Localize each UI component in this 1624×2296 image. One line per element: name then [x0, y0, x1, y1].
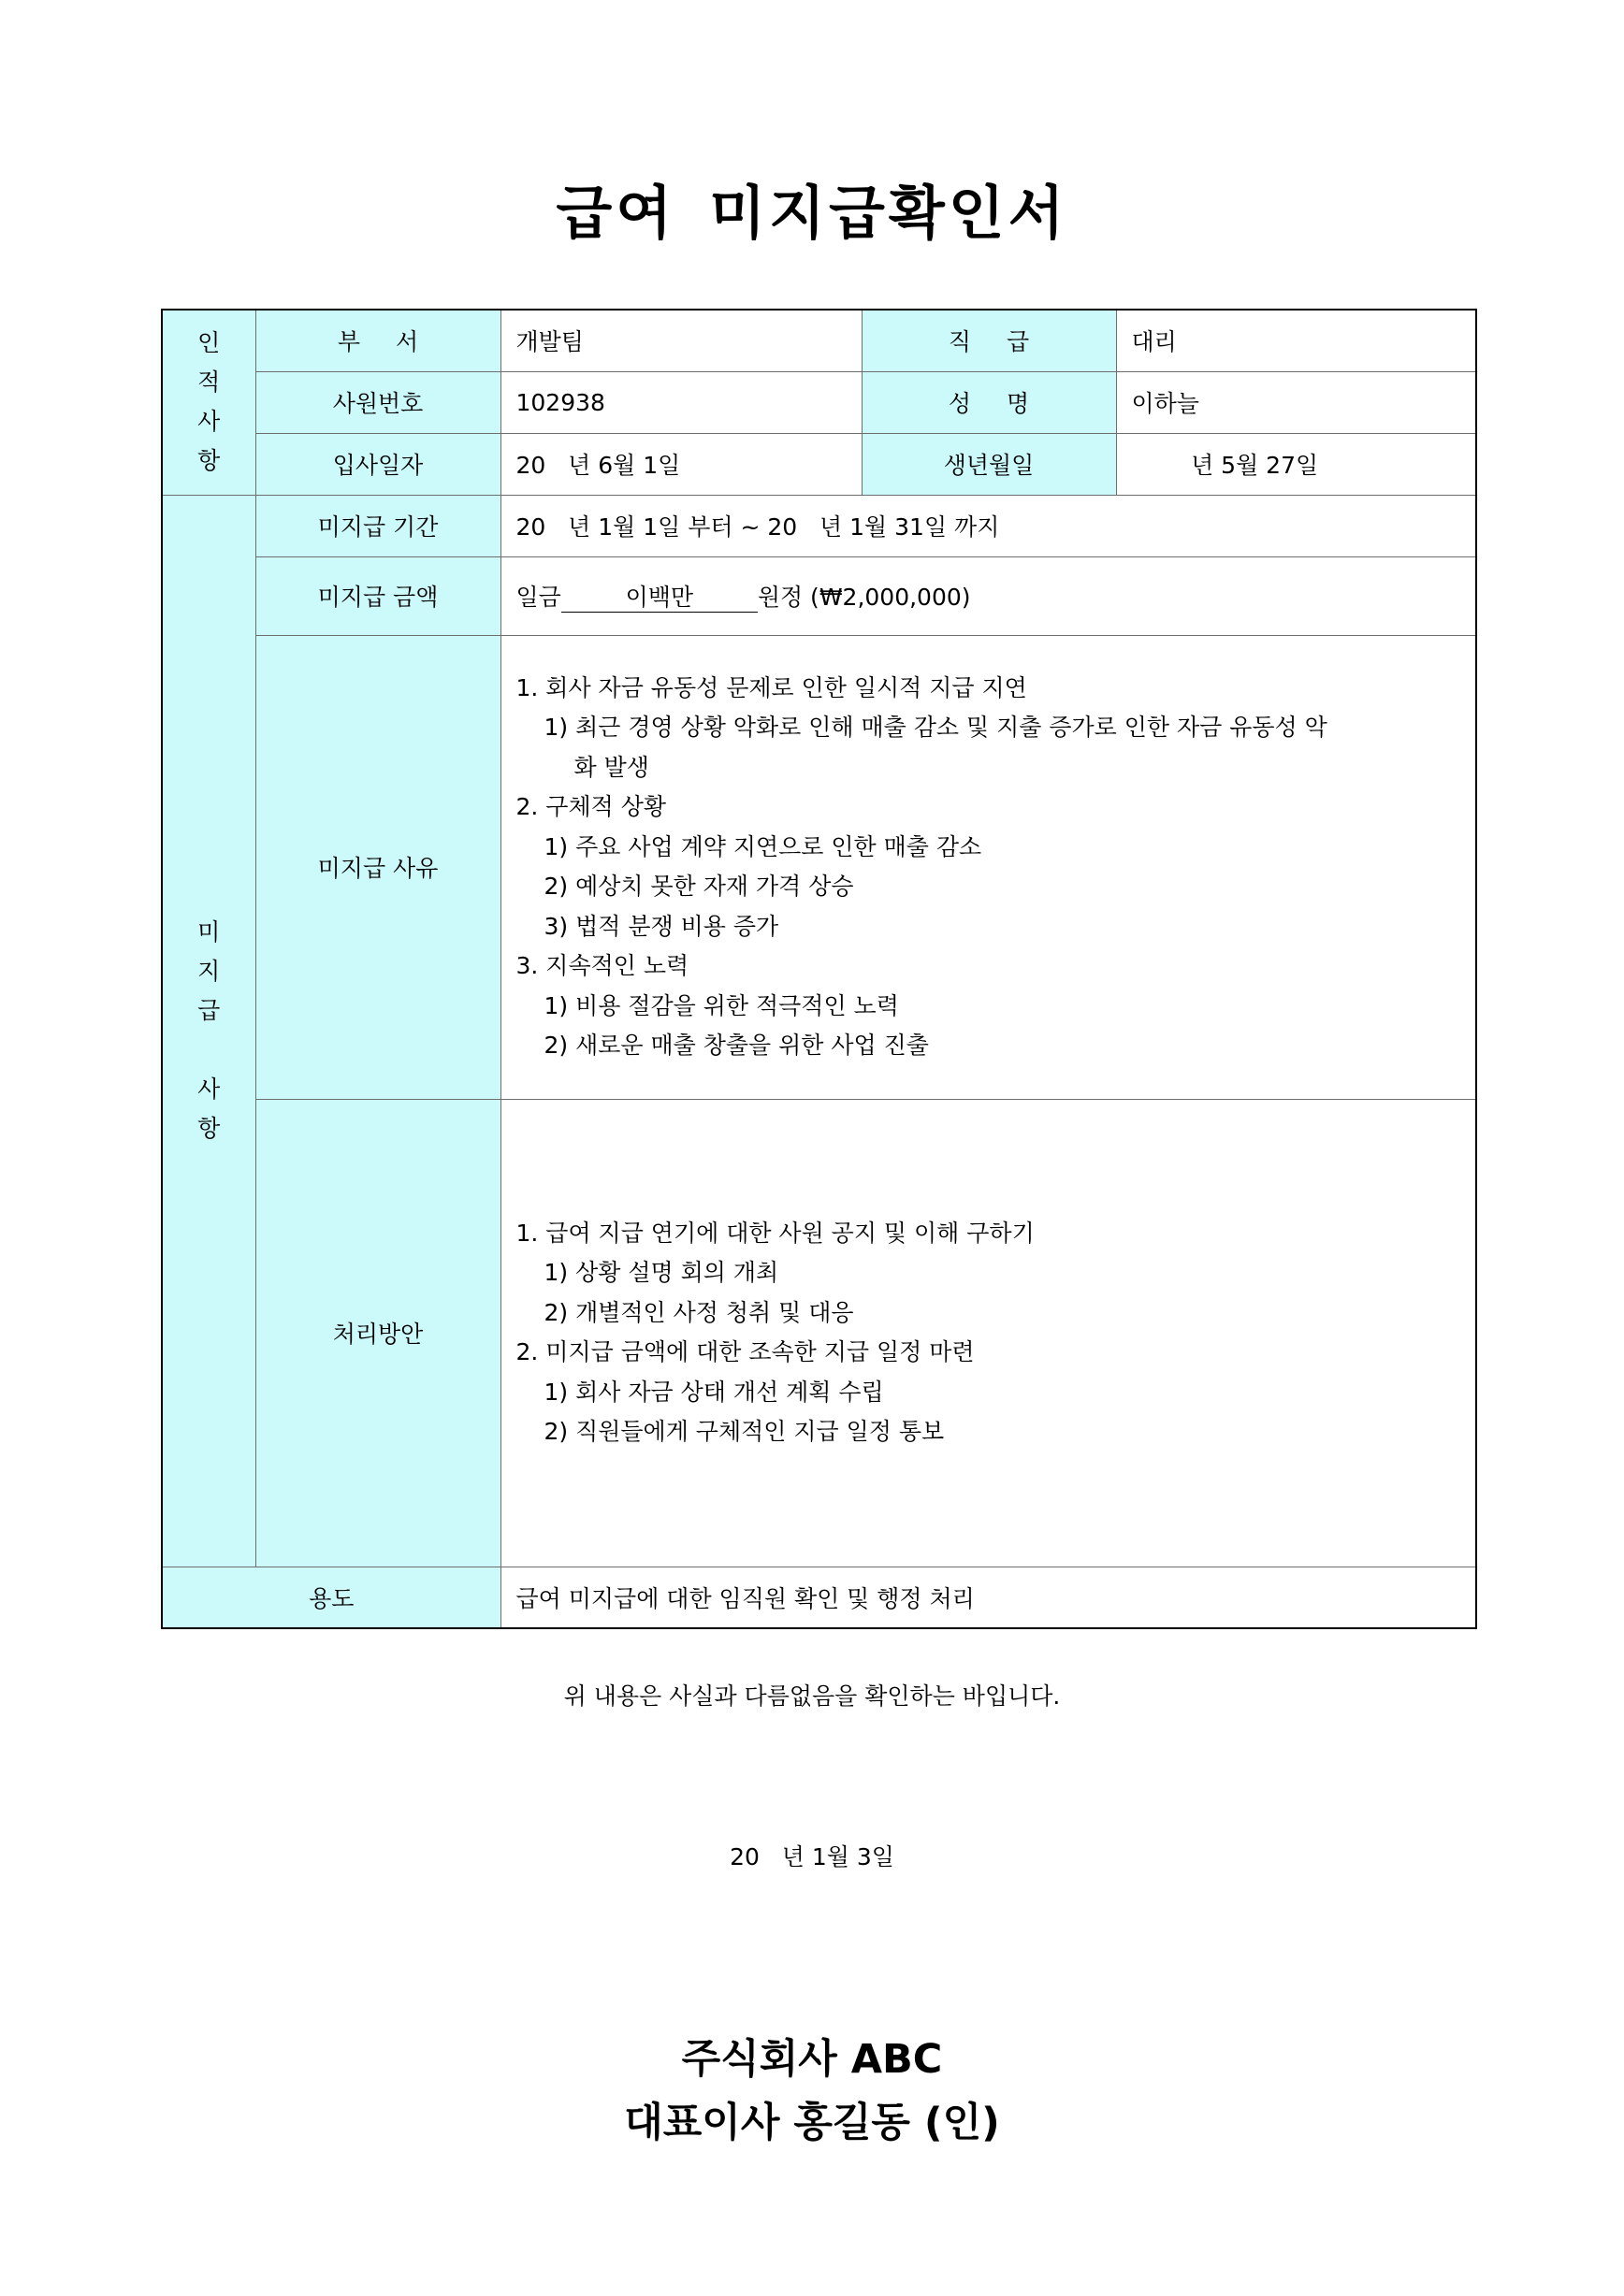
amount-label: 미지급 금액 — [255, 556, 500, 635]
content-line: 1. 급여 지급 연기에 대한 사원 공지 및 이해 구하기 — [515, 1219, 1035, 1247]
name-label: 성명 — [862, 371, 1116, 433]
content-line: 2) 새로운 매출 창출을 위한 사업 진출 — [544, 1032, 929, 1059]
reason-content — [500, 635, 1476, 1099]
hire-date-value: 20 년 6월 1일 — [500, 433, 862, 495]
confirmation-statement: 위 내용은 사실과 다름없음을 확인하는 바입니다. — [563, 1682, 1061, 1710]
content-line: 2) 예상치 못한 자재 가격 상승 — [544, 873, 854, 900]
content-line: 2) 개별적인 사정 청취 및 대응 — [544, 1298, 854, 1326]
content-line: 2) 직원들에게 구체적인 지급 일정 통보 — [544, 1418, 945, 1445]
purpose-value: 급여 미지급에 대한 임직원 확인 및 행정 처리 — [500, 1567, 1476, 1628]
amount-value — [500, 556, 1476, 635]
amount-words: 이백만 — [561, 584, 758, 613]
ceo-signature: 대표이사 홍길동 (인) — [624, 2100, 1000, 2146]
company-name: 주식회사 ABC — [681, 2036, 943, 2083]
content-line: 1) 최근 경영 상황 악화로 인해 매출 감소 및 지출 증가로 인한 자금 유동성 악 — [544, 714, 1327, 741]
content-line: 2. 미지급 금액에 대한 조속한 지급 일정 마련 — [515, 1338, 975, 1365]
period-label: 미지급 기간 — [255, 495, 500, 556]
position-value: 대리 — [1116, 310, 1476, 371]
unpaid-section-label: 미 지 급 사 항 — [162, 495, 255, 1567]
employee-no-value: 102938 — [500, 371, 862, 433]
title-word-1: 급여 — [556, 179, 676, 247]
title-word-2: 미지급확인서 — [709, 179, 1068, 247]
employee-no-label: 사원번호 — [255, 371, 500, 433]
department-label: 부서 — [255, 310, 500, 371]
personal-section-label: 인 적 사 항 — [162, 310, 255, 495]
content-line: 1) 주요 사업 계약 지연으로 인한 매출 감소 — [544, 832, 982, 860]
document-title — [0, 166, 1624, 250]
birth-date-label: 생년월일 — [862, 433, 1116, 495]
content-line: 1) 비용 절감을 위한 적극적인 노력 — [544, 991, 899, 1019]
plan-content — [500, 1099, 1476, 1567]
content-line: 3. 지속적인 노력 — [515, 952, 689, 979]
position-label: 직급 — [862, 310, 1116, 371]
reason-label: 미지급 사유 — [255, 635, 500, 1099]
content-line: 1) 회사 자금 상태 개선 계획 수립 — [544, 1378, 884, 1406]
amount-suffix: 원정 (₩2,000,000) — [757, 584, 971, 611]
department-value: 개발팀 — [500, 310, 862, 371]
period-value: 20 년 1월 1일 부터 ~ 20 년 1월 31일 까지 — [500, 495, 1476, 556]
purpose-label: 용도 — [162, 1567, 500, 1628]
content-line: 2. 구체적 상황 — [515, 793, 666, 820]
confirmation-form-table — [161, 309, 1477, 1629]
birth-date-value: 년 5월 27일 — [1116, 433, 1476, 495]
content-line: 1) 상황 설명 회의 개최 — [544, 1259, 779, 1286]
plan-label: 처리방안 — [255, 1099, 500, 1567]
content-line: 1. 회사 자금 유동성 문제로 인한 일시적 지급 지연 — [515, 673, 1027, 701]
hire-date-label: 입사일자 — [255, 433, 500, 495]
amount-prefix: 일금 — [515, 584, 561, 611]
issue-date: 20 년 1월 3일 — [730, 1843, 894, 1870]
content-line: 3) 법적 분쟁 비용 증가 — [544, 912, 779, 940]
content-line: 화 발생 — [573, 753, 649, 781]
name-value: 이하늘 — [1116, 371, 1476, 433]
